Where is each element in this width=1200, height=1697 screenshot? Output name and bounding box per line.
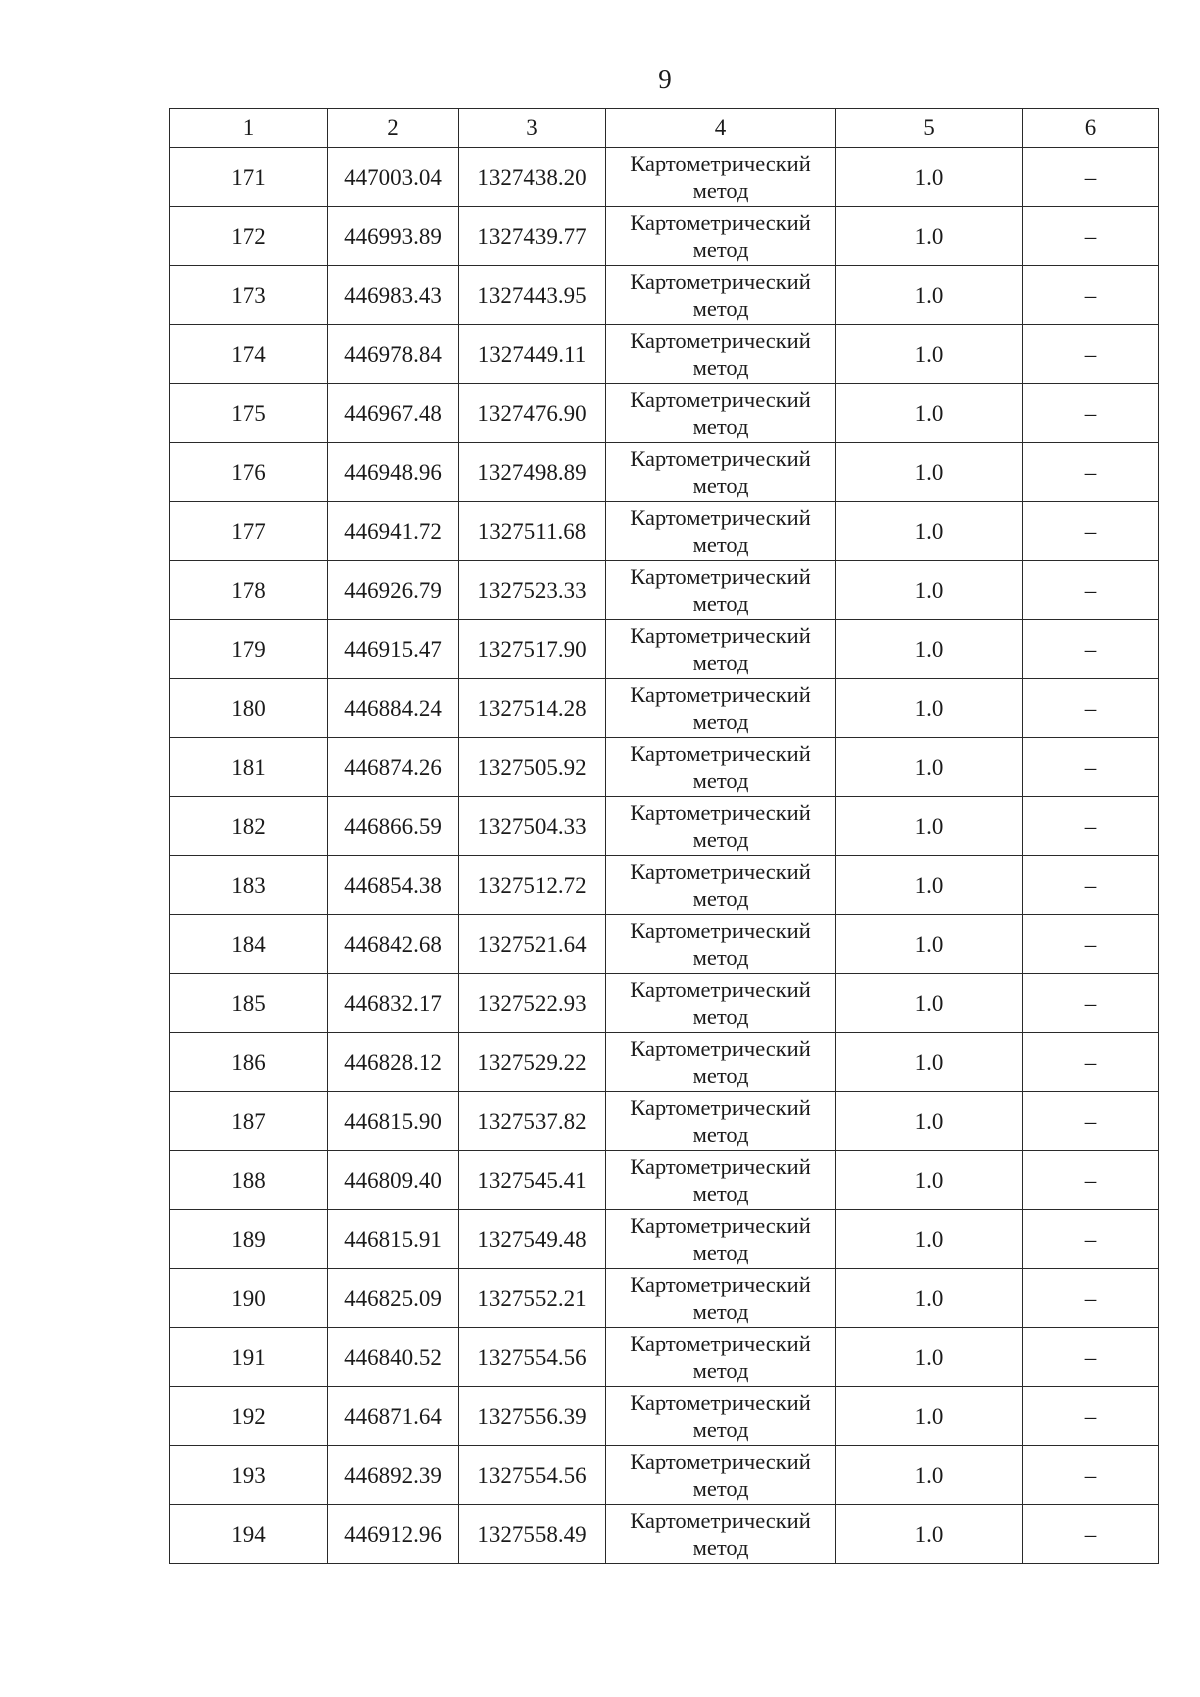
y-coordinate-cell: 1327512.72 <box>459 856 606 915</box>
method-cell <box>606 561 836 620</box>
method-line-1: Картометрический <box>630 446 811 471</box>
x-coordinate-cell: 447003.04 <box>328 148 459 207</box>
y-coordinate-cell: 1327522.93 <box>459 974 606 1033</box>
method-line-2: метод <box>692 1181 749 1206</box>
method-cell <box>606 1151 836 1210</box>
method-line-1: Картометрический <box>630 623 811 648</box>
x-coordinate-cell: 446840.52 <box>328 1328 459 1387</box>
note-cell: – <box>1023 915 1159 974</box>
note-cell: – <box>1023 1269 1159 1328</box>
y-coordinate-cell: 1327529.22 <box>459 1033 606 1092</box>
table-row <box>170 1446 1159 1505</box>
y-coordinate-cell: 1327439.77 <box>459 207 606 266</box>
method-line-1: Картометрический <box>630 387 811 412</box>
accuracy-cell: 1.0 <box>836 384 1023 443</box>
x-coordinate-cell: 446866.59 <box>328 797 459 856</box>
point-number-cell: 187 <box>170 1092 328 1151</box>
x-coordinate-cell: 446809.40 <box>328 1151 459 1210</box>
x-coordinate-cell: 446815.90 <box>328 1092 459 1151</box>
point-number-cell: 184 <box>170 915 328 974</box>
method-cell <box>606 620 836 679</box>
note-cell: – <box>1023 1033 1159 1092</box>
method-line-1: Картометрический <box>630 1154 811 1179</box>
method-line-2: метод <box>692 355 749 380</box>
point-number-cell: 177 <box>170 502 328 561</box>
accuracy-cell: 1.0 <box>836 915 1023 974</box>
method-cell <box>606 1033 836 1092</box>
table-row <box>170 915 1159 974</box>
table-row <box>170 1328 1159 1387</box>
method-line-2: метод <box>692 1358 749 1383</box>
note-cell: – <box>1023 207 1159 266</box>
method-line-2: метод <box>692 1240 749 1265</box>
point-number-cell: 194 <box>170 1505 328 1564</box>
y-coordinate-cell: 1327554.56 <box>459 1446 606 1505</box>
x-coordinate-cell: 446815.91 <box>328 1210 459 1269</box>
y-coordinate-cell: 1327511.68 <box>459 502 606 561</box>
accuracy-cell: 1.0 <box>836 1387 1023 1446</box>
table-row <box>170 207 1159 266</box>
method-cell <box>606 1446 836 1505</box>
table-row <box>170 266 1159 325</box>
method-line-1: Картометрический <box>630 269 811 294</box>
x-coordinate-cell: 446926.79 <box>328 561 459 620</box>
point-number-cell: 181 <box>170 738 328 797</box>
method-line-2: метод <box>692 650 749 675</box>
table-row <box>170 1210 1159 1269</box>
note-cell: – <box>1023 561 1159 620</box>
point-number-cell: 193 <box>170 1446 328 1505</box>
x-coordinate-cell: 446941.72 <box>328 502 459 561</box>
x-coordinate-cell: 446967.48 <box>328 384 459 443</box>
y-coordinate-cell: 1327545.41 <box>459 1151 606 1210</box>
header-col-2: 2 <box>328 109 459 148</box>
method-cell <box>606 679 836 738</box>
x-coordinate-cell: 446842.68 <box>328 915 459 974</box>
x-coordinate-cell: 446828.12 <box>328 1033 459 1092</box>
accuracy-cell: 1.0 <box>836 1151 1023 1210</box>
accuracy-cell: 1.0 <box>836 856 1023 915</box>
note-cell: – <box>1023 1210 1159 1269</box>
table-header <box>170 109 1159 148</box>
method-line-1: Картометрический <box>630 210 811 235</box>
method-line-1: Картометрический <box>630 859 811 884</box>
table-row <box>170 620 1159 679</box>
point-number-cell: 180 <box>170 679 328 738</box>
note-cell: – <box>1023 620 1159 679</box>
accuracy-cell: 1.0 <box>836 207 1023 266</box>
x-coordinate-cell: 446912.96 <box>328 1505 459 1564</box>
note-cell: – <box>1023 1446 1159 1505</box>
x-coordinate-cell: 446915.47 <box>328 620 459 679</box>
table-row <box>170 502 1159 561</box>
x-coordinate-cell: 446832.17 <box>328 974 459 1033</box>
point-number-cell: 182 <box>170 797 328 856</box>
note-cell: – <box>1023 325 1159 384</box>
x-coordinate-cell: 446983.43 <box>328 266 459 325</box>
note-cell: – <box>1023 502 1159 561</box>
y-coordinate-cell: 1327438.20 <box>459 148 606 207</box>
accuracy-cell: 1.0 <box>836 1328 1023 1387</box>
table-row <box>170 384 1159 443</box>
table-row <box>170 974 1159 1033</box>
method-cell <box>606 1269 836 1328</box>
point-number-cell: 179 <box>170 620 328 679</box>
method-cell <box>606 384 836 443</box>
point-number-cell: 186 <box>170 1033 328 1092</box>
y-coordinate-cell: 1327449.11 <box>459 325 606 384</box>
table-row <box>170 679 1159 738</box>
table-body <box>170 148 1159 1564</box>
coordinates-table <box>169 108 1159 1564</box>
point-number-cell: 171 <box>170 148 328 207</box>
method-cell <box>606 266 836 325</box>
header-col-3: 3 <box>459 109 606 148</box>
method-line-1: Картометрический <box>630 1508 811 1533</box>
point-number-cell: 176 <box>170 443 328 502</box>
x-coordinate-cell: 446854.38 <box>328 856 459 915</box>
method-cell <box>606 1505 836 1564</box>
note-cell: – <box>1023 974 1159 1033</box>
method-line-2: метод <box>692 1299 749 1324</box>
method-line-2: метод <box>692 1063 749 1088</box>
method-line-2: метод <box>692 1417 749 1442</box>
method-cell <box>606 148 836 207</box>
y-coordinate-cell: 1327556.39 <box>459 1387 606 1446</box>
y-coordinate-cell: 1327549.48 <box>459 1210 606 1269</box>
method-line-1: Картометрический <box>630 1036 811 1061</box>
point-number-cell: 192 <box>170 1387 328 1446</box>
accuracy-cell: 1.0 <box>836 1033 1023 1092</box>
method-line-2: метод <box>692 945 749 970</box>
table-row <box>170 738 1159 797</box>
point-number-cell: 172 <box>170 207 328 266</box>
point-number-cell: 191 <box>170 1328 328 1387</box>
method-cell <box>606 915 836 974</box>
accuracy-cell: 1.0 <box>836 1505 1023 1564</box>
method-line-2: метод <box>692 1476 749 1501</box>
y-coordinate-cell: 1327554.56 <box>459 1328 606 1387</box>
accuracy-cell: 1.0 <box>836 620 1023 679</box>
method-cell <box>606 1210 836 1269</box>
accuracy-cell: 1.0 <box>836 797 1023 856</box>
header-col-4: 4 <box>606 109 836 148</box>
y-coordinate-cell: 1327443.95 <box>459 266 606 325</box>
note-cell: – <box>1023 1092 1159 1151</box>
method-cell <box>606 207 836 266</box>
method-cell <box>606 1092 836 1151</box>
method-line-2: метод <box>692 414 749 439</box>
note-cell: – <box>1023 443 1159 502</box>
table-row <box>170 1387 1159 1446</box>
x-coordinate-cell: 446978.84 <box>328 325 459 384</box>
method-cell <box>606 325 836 384</box>
y-coordinate-cell: 1327517.90 <box>459 620 606 679</box>
method-line-1: Картометрический <box>630 1272 811 1297</box>
x-coordinate-cell: 446892.39 <box>328 1446 459 1505</box>
point-number-cell: 185 <box>170 974 328 1033</box>
method-cell <box>606 502 836 561</box>
method-line-2: метод <box>692 709 749 734</box>
table-row <box>170 1151 1159 1210</box>
x-coordinate-cell: 446884.24 <box>328 679 459 738</box>
method-cell <box>606 974 836 1033</box>
method-line-1: Картометрический <box>630 1213 811 1238</box>
point-number-cell: 178 <box>170 561 328 620</box>
method-cell <box>606 797 836 856</box>
table-row <box>170 1033 1159 1092</box>
header-row <box>170 109 1159 148</box>
accuracy-cell: 1.0 <box>836 1269 1023 1328</box>
point-number-cell: 183 <box>170 856 328 915</box>
method-line-2: метод <box>692 1004 749 1029</box>
x-coordinate-cell: 446948.96 <box>328 443 459 502</box>
accuracy-cell: 1.0 <box>836 974 1023 1033</box>
method-line-1: Картометрический <box>630 977 811 1002</box>
accuracy-cell: 1.0 <box>836 148 1023 207</box>
method-line-1: Картометрический <box>630 328 811 353</box>
accuracy-cell: 1.0 <box>836 443 1023 502</box>
point-number-cell: 173 <box>170 266 328 325</box>
note-cell: – <box>1023 1505 1159 1564</box>
method-line-2: метод <box>692 532 749 557</box>
note-cell: – <box>1023 384 1159 443</box>
method-line-1: Картометрический <box>630 682 811 707</box>
table-row <box>170 1269 1159 1328</box>
table-row <box>170 561 1159 620</box>
method-line-1: Картометрический <box>630 918 811 943</box>
accuracy-cell: 1.0 <box>836 1446 1023 1505</box>
method-cell <box>606 1387 836 1446</box>
method-line-1: Картометрический <box>630 800 811 825</box>
y-coordinate-cell: 1327476.90 <box>459 384 606 443</box>
point-number-cell: 174 <box>170 325 328 384</box>
y-coordinate-cell: 1327498.89 <box>459 443 606 502</box>
table-row <box>170 1092 1159 1151</box>
method-line-1: Картометрический <box>630 1095 811 1120</box>
accuracy-cell: 1.0 <box>836 679 1023 738</box>
note-cell: – <box>1023 1387 1159 1446</box>
note-cell: – <box>1023 1151 1159 1210</box>
method-line-1: Картометрический <box>630 1449 811 1474</box>
method-cell <box>606 443 836 502</box>
point-number-cell: 175 <box>170 384 328 443</box>
method-line-2: метод <box>692 237 749 262</box>
method-line-2: метод <box>692 1535 749 1560</box>
table-row <box>170 443 1159 502</box>
y-coordinate-cell: 1327537.82 <box>459 1092 606 1151</box>
table-row <box>170 797 1159 856</box>
y-coordinate-cell: 1327514.28 <box>459 679 606 738</box>
header-col-1: 1 <box>170 109 328 148</box>
method-cell <box>606 738 836 797</box>
note-cell: – <box>1023 1328 1159 1387</box>
x-coordinate-cell: 446874.26 <box>328 738 459 797</box>
note-cell: – <box>1023 679 1159 738</box>
method-cell <box>606 856 836 915</box>
table-row <box>170 856 1159 915</box>
accuracy-cell: 1.0 <box>836 266 1023 325</box>
method-line-1: Картометрический <box>630 564 811 589</box>
point-number-cell: 188 <box>170 1151 328 1210</box>
accuracy-cell: 1.0 <box>836 325 1023 384</box>
method-line-1: Картометрический <box>630 1390 811 1415</box>
x-coordinate-cell: 446871.64 <box>328 1387 459 1446</box>
method-line-1: Картометрический <box>630 741 811 766</box>
page-number: 9 <box>658 64 672 94</box>
note-cell: – <box>1023 266 1159 325</box>
accuracy-cell: 1.0 <box>836 561 1023 620</box>
method-line-2: метод <box>692 827 749 852</box>
y-coordinate-cell: 1327504.33 <box>459 797 606 856</box>
table-row <box>170 148 1159 207</box>
y-coordinate-cell: 1327523.33 <box>459 561 606 620</box>
note-cell: – <box>1023 797 1159 856</box>
accuracy-cell: 1.0 <box>836 1210 1023 1269</box>
method-line-2: метод <box>692 886 749 911</box>
method-cell <box>606 1328 836 1387</box>
method-line-2: метод <box>692 1122 749 1147</box>
y-coordinate-cell: 1327521.64 <box>459 915 606 974</box>
method-line-1: Картометрический <box>630 151 811 176</box>
method-line-2: метод <box>692 178 749 203</box>
note-cell: – <box>1023 856 1159 915</box>
method-line-2: метод <box>692 768 749 793</box>
accuracy-cell: 1.0 <box>836 738 1023 797</box>
x-coordinate-cell: 446825.09 <box>328 1269 459 1328</box>
point-number-cell: 190 <box>170 1269 328 1328</box>
y-coordinate-cell: 1327558.49 <box>459 1505 606 1564</box>
table-row <box>170 325 1159 384</box>
method-line-1: Картометрический <box>630 1331 811 1356</box>
x-coordinate-cell: 446993.89 <box>328 207 459 266</box>
header-col-6: 6 <box>1023 109 1159 148</box>
header-col-5: 5 <box>836 109 1023 148</box>
y-coordinate-cell: 1327505.92 <box>459 738 606 797</box>
method-line-2: метод <box>692 591 749 616</box>
method-line-2: метод <box>692 296 749 321</box>
method-line-2: метод <box>692 473 749 498</box>
note-cell: – <box>1023 738 1159 797</box>
table-row <box>170 1505 1159 1564</box>
accuracy-cell: 1.0 <box>836 1092 1023 1151</box>
method-line-1: Картометрический <box>630 505 811 530</box>
point-number-cell: 189 <box>170 1210 328 1269</box>
y-coordinate-cell: 1327552.21 <box>459 1269 606 1328</box>
accuracy-cell: 1.0 <box>836 502 1023 561</box>
note-cell: – <box>1023 148 1159 207</box>
